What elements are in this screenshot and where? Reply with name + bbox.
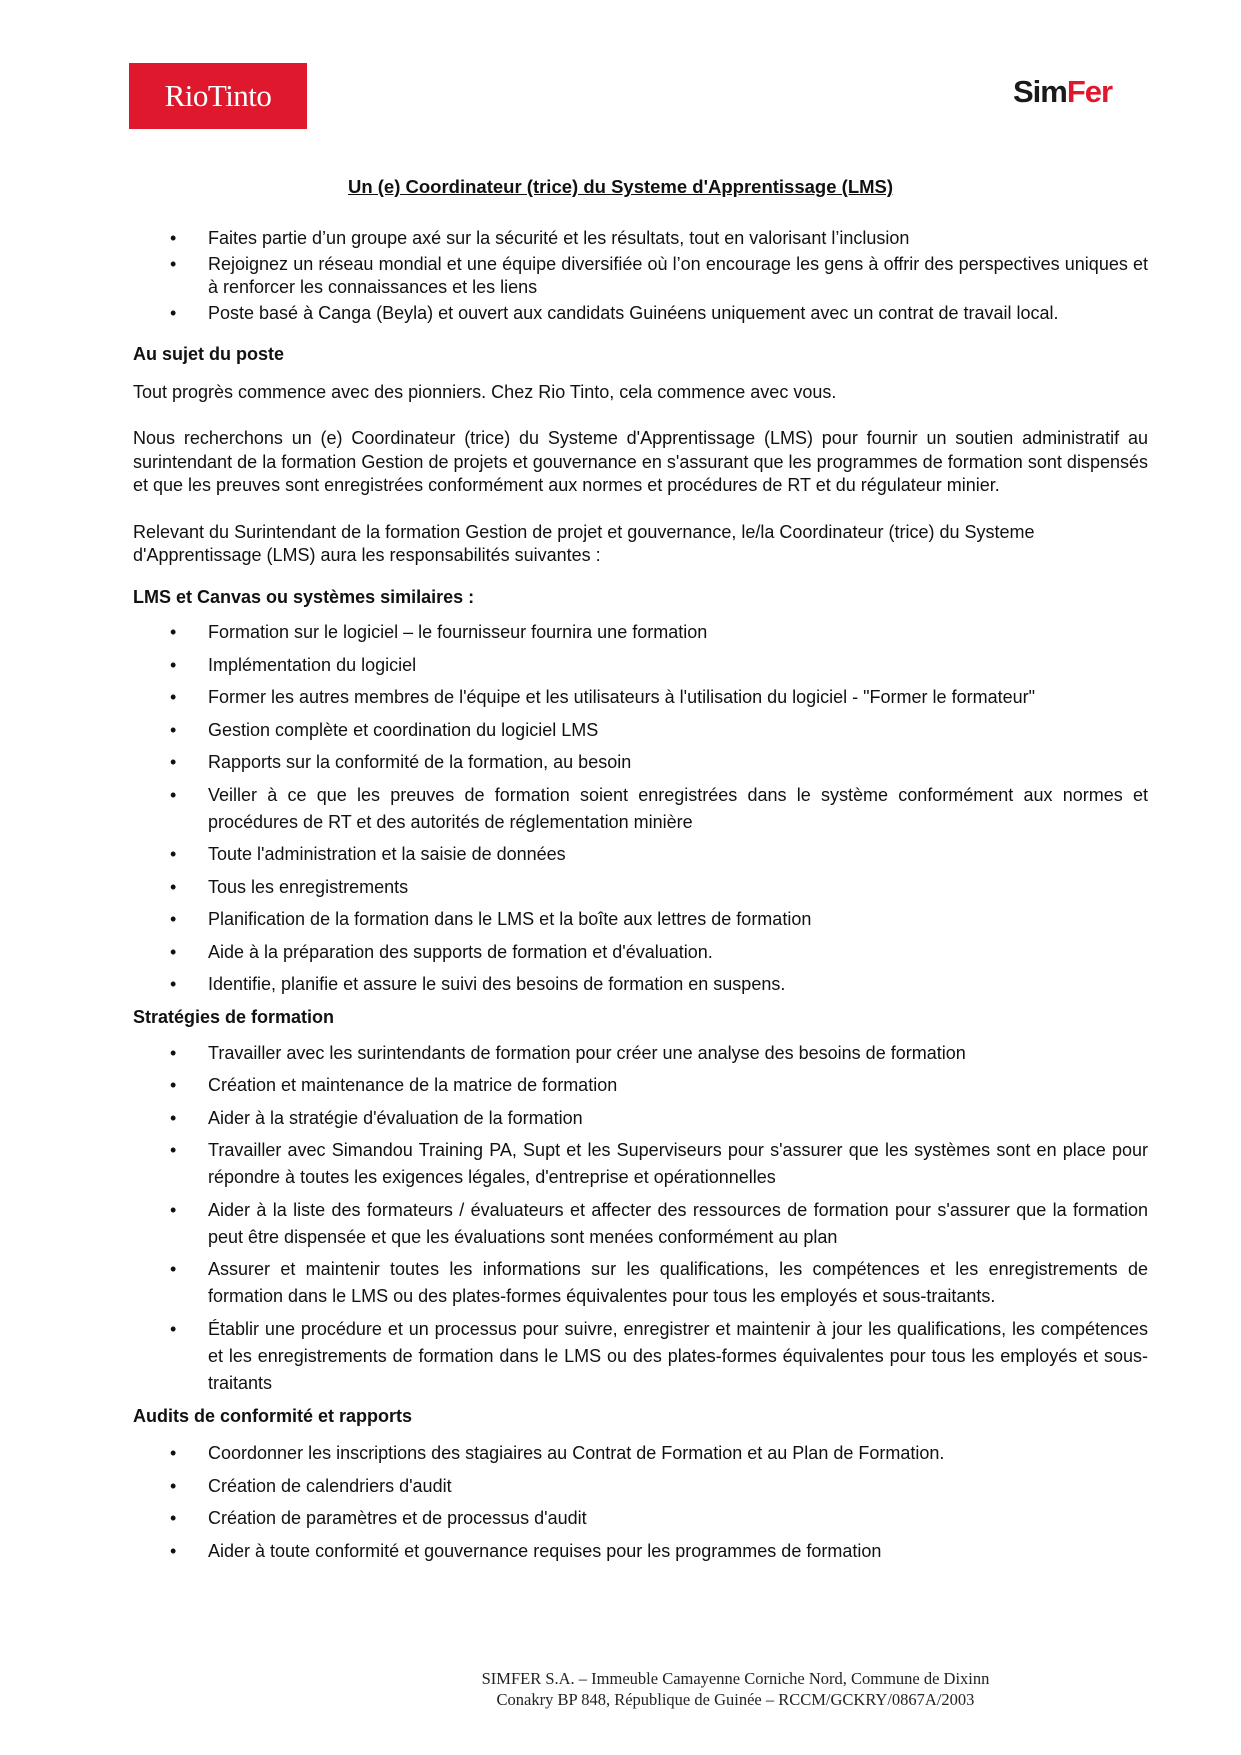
bullet-icon: • bbox=[170, 844, 177, 864]
bullet-icon: • bbox=[170, 876, 177, 897]
about-paragraph-2: Nous recherchons un (e) Coordinateur (trice) du Systeme d'Apprentissage (LMS) pour fournir un soutien administratif au surintendant de la formation Gestion de projets et gouvernance en s'assurant que les programmes de formation sont dispensés et que les preuves sont enregistrées conformément aux normes et procédures de RT et du régulateur minier. bbox=[133, 428, 1148, 495]
list-item: • Aider à toute conformité et gouvernance requises pour les programmes de formation bbox=[133, 1538, 1148, 1565]
section-heading-lms: LMS et Canvas ou systèmes similaires : bbox=[133, 586, 475, 607]
list-item: • Planification de la formation dans le LMS et la boîte aux lettres de formation bbox=[133, 906, 1148, 933]
bullet-icon: • bbox=[170, 622, 177, 642]
page-title: Un (e) Coordinateur (trice) du Systeme d'Apprentissage (LMS) bbox=[347, 176, 894, 197]
bullet-icon: • bbox=[170, 253, 177, 274]
bullet-icon: • bbox=[170, 1140, 177, 1160]
section-heading-strategies: Stratégies de formation bbox=[133, 1007, 335, 1027]
bullet-icon: • bbox=[170, 1443, 177, 1463]
document-body bbox=[133, 227, 1148, 1570]
bullet-icon: • bbox=[170, 1075, 177, 1095]
about-paragraph-3: Relevant du Surintendant de la formation Gestion de projet et gouvernance, le/la Coordinateur (trice) du Systeme d'Apprentissage (LMS) aura les responsabilités suivantes : bbox=[133, 521, 1035, 565]
list-item: • Création et maintenance de la matrice de formation bbox=[133, 1072, 1148, 1099]
bullet-icon: • bbox=[170, 228, 177, 248]
bullet-icon: • bbox=[170, 1318, 177, 1339]
footer-line-2: Conakry BP 848, République de Guinée – RCCM/GCKRY/0867A/2003 bbox=[496, 1690, 975, 1709]
bullet-icon: • bbox=[170, 1259, 177, 1279]
list-item: • Création de calendriers d'audit bbox=[133, 1473, 1148, 1500]
strategies-bullet-list bbox=[133, 1040, 1148, 1397]
list-item: • Aider à la liste des formateurs / évaluateurs et affecter des ressources de formation pour s'assurer que la formation peut être dispensée et que les évaluations sont menées conformément au plan bbox=[133, 1197, 1148, 1251]
footer-line-1: SIMFER S.A. – Immeuble Camayenne Corniche Nord, Commune de Dixinn bbox=[481, 1669, 990, 1688]
about-paragraph-1: Tout progrès commence avec des pionniers. Chez Rio Tinto, cela commence avec vous. bbox=[133, 381, 837, 402]
bullet-icon: • bbox=[170, 1042, 177, 1063]
footer bbox=[0, 1668, 1241, 1710]
bullet-icon: • bbox=[170, 909, 177, 929]
bullet-icon: • bbox=[170, 752, 177, 772]
intro-bullet-list bbox=[133, 227, 1148, 325]
bullet-icon: • bbox=[170, 1199, 177, 1220]
list-item: • Travailler avec les surintendants de formation pour créer une analyse des besoins de formation bbox=[133, 1040, 1148, 1067]
list-item: • Rejoignez un réseau mondial et une équipe diversifiée où l’on encourage les gens à offrir des perspectives uniques et à renforcer les connaissances et les liens bbox=[170, 253, 1148, 297]
bullet-icon: • bbox=[170, 1107, 177, 1128]
audits-bullet-list bbox=[133, 1440, 1148, 1565]
list-item: • Assurer et maintenir toutes les informations sur les qualifications, les compétences et les enregistrements de formation dans le LMS ou des plates-formes équivalentes pour tous les employés et sous-traitants. bbox=[133, 1256, 1148, 1310]
bullet-icon: • bbox=[170, 941, 177, 962]
section-heading-about: Au sujet du poste bbox=[133, 344, 285, 364]
list-item: • Aide à la préparation des supports de formation et d'évaluation. bbox=[133, 939, 1148, 966]
list-item: • Implémentation du logiciel bbox=[133, 652, 1148, 679]
simfer-logo-sim: Sim bbox=[1013, 74, 1067, 109]
list-item: • Création de paramètres et de processus d'audit bbox=[133, 1505, 1148, 1532]
bullet-icon: • bbox=[170, 1508, 177, 1528]
simfer-logo-fer: Fer bbox=[1066, 74, 1113, 109]
bullet-icon: • bbox=[170, 1475, 177, 1496]
list-item: • Former les autres membres de l'équipe et les utilisateurs à l'utilisation du logiciel - "Former le formateur" bbox=[133, 684, 1148, 711]
bullet-icon: • bbox=[170, 719, 177, 740]
list-item: • Coordonner les inscriptions des stagiaires au Contrat de Formation et au Plan de Formation. bbox=[133, 1440, 1148, 1467]
bullet-icon: • bbox=[170, 974, 177, 994]
rio-tinto-logo-text: RioTinto bbox=[164, 78, 272, 113]
list-item: • Identifie, planifie et assure le suivi des besoins de formation en suspens. bbox=[133, 971, 1148, 998]
list-item: • Travailler avec Simandou Training PA, Supt et les Superviseurs pour s'assurer que les systèmes sont en place pour répondre à toutes les exigences légales, d'entreprise et opérationnelles bbox=[133, 1137, 1148, 1191]
list-item: • Gestion complète et coordination du logiciel LMS bbox=[133, 717, 1148, 744]
list-item: • Veiller à ce que les preuves de formation soient enregistrées dans le système conformément aux normes et procédures de RT et des autorités de réglementation minière bbox=[133, 782, 1148, 836]
bullet-icon: • bbox=[170, 784, 177, 805]
list-item: • Tous les enregistrements bbox=[133, 874, 1148, 901]
list-item: • Aider à la stratégie d'évaluation de la formation bbox=[133, 1105, 1148, 1132]
list-item: • Toute l'administration et la saisie de données bbox=[133, 841, 1148, 868]
list-item: • Faites partie d’un groupe axé sur la sécurité et les résultats, tout en valorisant l’inclusion bbox=[133, 227, 1148, 251]
list-item: • Poste basé à Canga (Beyla) et ouvert aux candidats Guinéens uniquement avec un contrat de travail local. bbox=[133, 302, 1148, 326]
bullet-icon: • bbox=[170, 654, 177, 675]
lms-bullet-list bbox=[133, 619, 1148, 998]
section-heading-audits: Audits de conformité et rapports bbox=[133, 1405, 413, 1426]
rio-tinto-logo bbox=[129, 63, 307, 129]
bullet-icon: • bbox=[170, 302, 177, 323]
list-item: • Formation sur le logiciel – le fournisseur fournira une formation bbox=[133, 619, 1148, 646]
simfer-logo bbox=[1013, 74, 1112, 110]
list-item: • Rapports sur la conformité de la formation, au besoin bbox=[133, 749, 1148, 776]
bullet-icon: • bbox=[170, 687, 177, 707]
bullet-icon: • bbox=[170, 1540, 177, 1561]
list-item: • Établir une procédure et un processus pour suivre, enregistrer et maintenir à jour les qualifications, les compétences et les enregistrements de formation dans le LMS ou des plates-formes équivalentes pour tous les employés et sous-traitants bbox=[133, 1316, 1148, 1397]
